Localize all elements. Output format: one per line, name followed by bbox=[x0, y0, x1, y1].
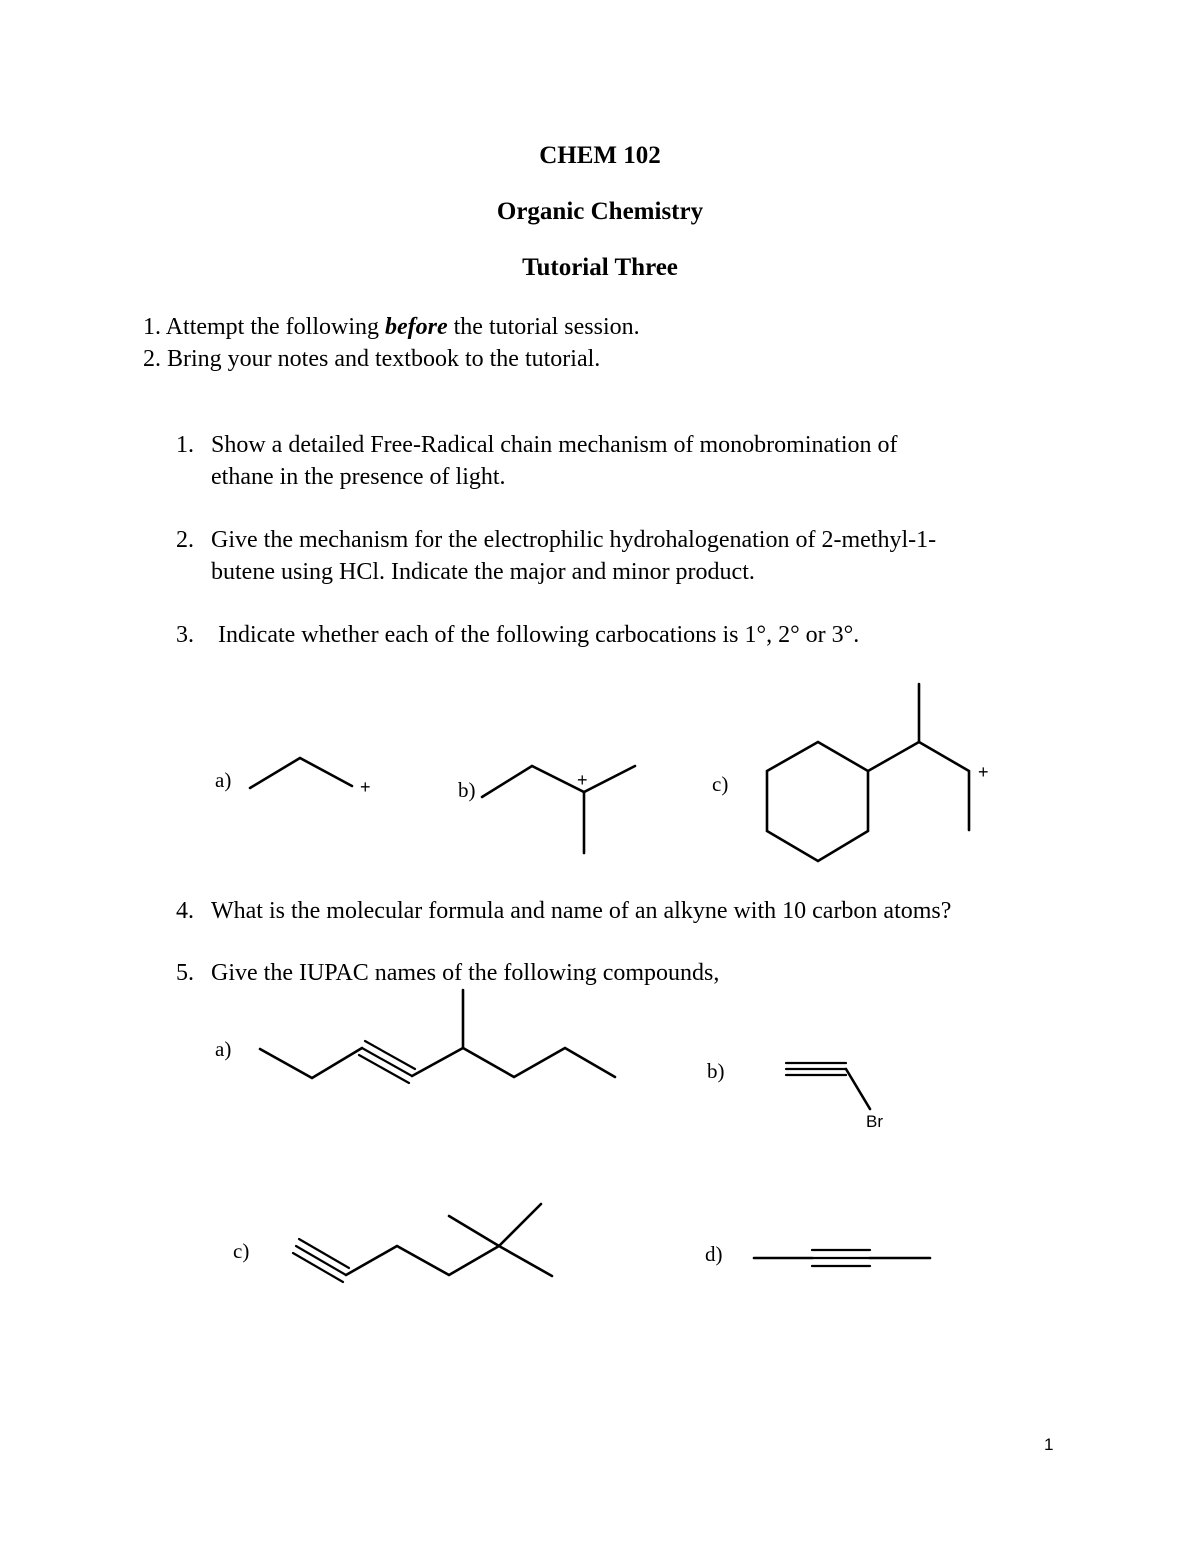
question-1-line-1: Show a detailed Free-Radical chain mechanism of monobromination of bbox=[211, 432, 898, 458]
question-2-number: 2. bbox=[176, 527, 194, 553]
instruction-1 bbox=[143, 311, 640, 343]
course-code: CHEM 102 bbox=[539, 142, 661, 169]
structure-5d-label: d) bbox=[705, 1242, 723, 1266]
question-1-line-2: ethane in the presence of light. bbox=[211, 464, 506, 490]
subject-title: Organic Chemistry bbox=[496, 198, 704, 225]
instruction-text: Attempt the following bbox=[165, 314, 385, 340]
question-4-line-1: What is the molecular formula and name of an alkyne with 10 carbon atoms? bbox=[211, 898, 952, 924]
structure-3c-charge: + bbox=[978, 762, 989, 782]
structure-5b-label: b) bbox=[707, 1059, 725, 1083]
question-5-number: 5. bbox=[176, 960, 194, 986]
question-5-line-1: Give the IUPAC names of the following compounds, bbox=[211, 960, 720, 986]
structure-5b-bromine: Br bbox=[866, 1112, 883, 1131]
structure-5a-label: a) bbox=[215, 1037, 232, 1061]
structure-5c-label: c) bbox=[233, 1239, 250, 1263]
question-2-line-2: butene using HCl. Indicate the major and minor product. bbox=[211, 559, 755, 585]
instruction-emphasis: before bbox=[385, 314, 448, 340]
structure-3b-label: b) bbox=[458, 778, 476, 802]
question-4-number: 4. bbox=[176, 898, 194, 924]
instruction-text: Bring your notes and textbook to the tutorial. bbox=[167, 346, 601, 372]
structure-3a-charge: + bbox=[360, 777, 371, 797]
question-3-number: 3. bbox=[176, 622, 194, 648]
tutorial-title: Tutorial Three bbox=[522, 254, 678, 281]
structure-3a-label: a) bbox=[215, 768, 232, 792]
instruction-text: the tutorial session. bbox=[447, 314, 640, 340]
instruction-number: 2. bbox=[143, 346, 161, 372]
structure-3b-charge: + bbox=[577, 770, 588, 790]
instruction-2 bbox=[143, 343, 600, 375]
instruction-number: 1. bbox=[143, 314, 161, 340]
question-2-line-1: Give the mechanism for the electrophilic hydrohalogenation of 2-methyl-1- bbox=[211, 527, 937, 553]
structure-3c-label: c) bbox=[712, 772, 729, 796]
question-1-number: 1. bbox=[176, 432, 194, 458]
page-number: 1 bbox=[1044, 1435, 1054, 1454]
structure-5d-alkyne bbox=[0, 0, 1, 1]
question-3-line-1: Indicate whether each of the following carbocations is 1°, 2° or 3°. bbox=[218, 622, 860, 648]
